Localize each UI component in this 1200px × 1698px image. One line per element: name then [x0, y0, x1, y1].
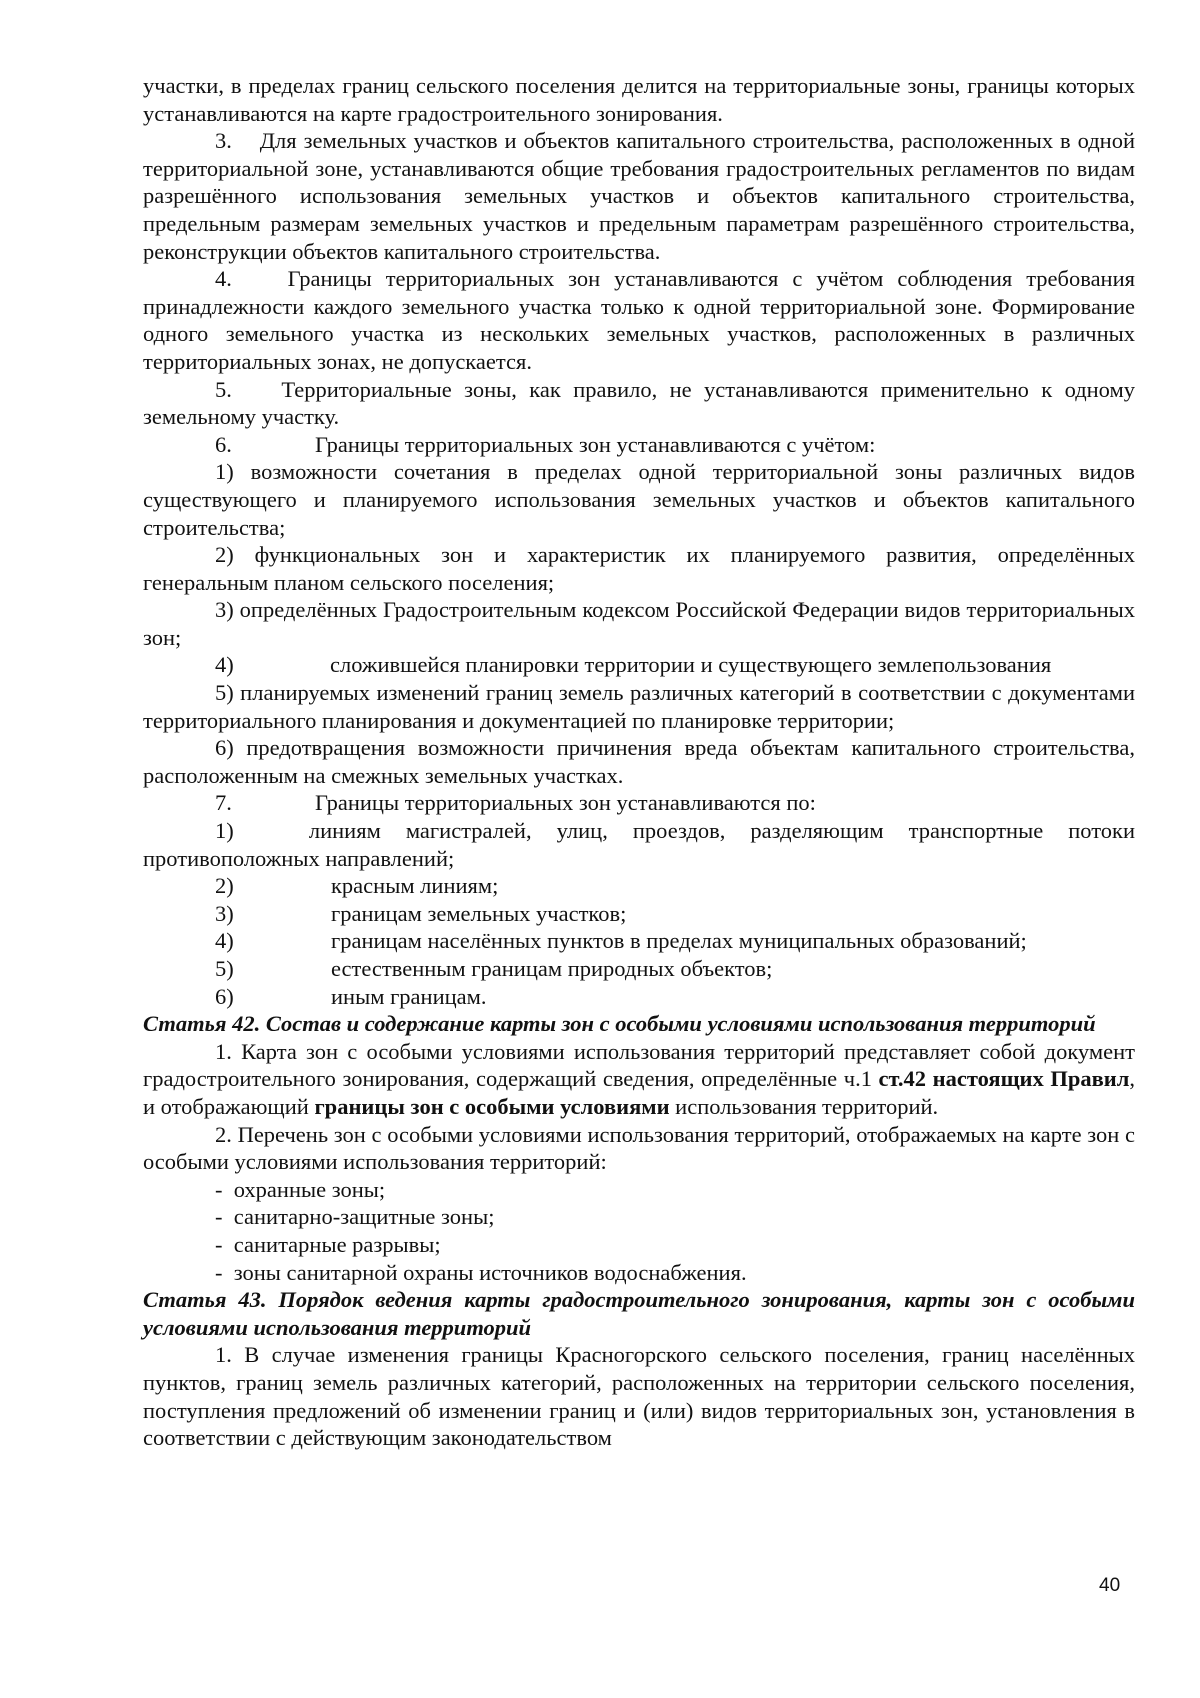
paragraph-4: 4. Границы территориальных зон устанавливаются с учётом соблюдения требования принадлежности каждого земельного участка только к одной территориальной зоне. Формирование одного земельного участка из нескольких земельных участков, расположенных в различных территориальных зонах, не допускается.	[143, 266, 1135, 374]
p7-list-item-2-text: красным линиям;	[331, 873, 499, 899]
article-43-paragraph-1: 1. В случае изменения границы Красногорского сельского поселения, границ населённых пунктов, границ земель различных категорий, расположенных на территории сельского поселения, поступления предложений об изменении границ и (или) видов территориальных зон, установления в соответствии с действующим законодательством	[143, 1342, 1135, 1451]
paragraph-6-text: Границы территориальных зон устанавливаются с учётом:	[315, 431, 876, 457]
paragraph-6	[143, 431, 1135, 459]
paragraph-6-number: 6.	[215, 431, 232, 457]
p7-list-item-6	[143, 983, 1135, 1011]
article-42-p1-bold-reference: ст.42 настоящих Правил	[878, 1066, 1130, 1092]
p7-list-item-6-text: иным границам.	[331, 983, 487, 1009]
paragraph-7	[143, 789, 1135, 817]
p7-list-item-4-number: 4)	[215, 928, 234, 954]
article-42-heading: Статья 42. Состав и содержание карты зон с особыми условиями использования территорий	[143, 1011, 1096, 1037]
paragraph-7-number: 7.	[215, 790, 232, 816]
p7-list-item-3	[143, 900, 1135, 928]
paragraph-intro: участки, в пределах границ сельского поселения делится на территориальные зоны, границы которых устанавливаются на карте градостроительного зонирования.	[143, 73, 1135, 126]
p7-list-item-3-text: границам земельных участков;	[331, 900, 627, 926]
p7-list-item-5	[143, 955, 1135, 983]
p7-list-item-4-text: границам населённых пунктов в пределах муниципальных образований;	[331, 928, 1027, 954]
p7-list-item-5-number: 5)	[215, 956, 234, 981]
p6-list-item-4	[143, 651, 1135, 679]
p7-list-item-6-number: 6)	[215, 983, 234, 1009]
p7-list-item-3-number: 3)	[215, 900, 234, 926]
article-42-p1-bold-zones: границы зон с особыми условиями	[314, 1093, 670, 1119]
document-body	[143, 72, 1135, 1452]
article-42-list-item-2: - санитарно-защитные зоны;	[215, 1204, 495, 1230]
article-42-paragraph-1	[143, 1038, 1135, 1121]
p6-list-item-4-number: 4)	[215, 652, 234, 678]
p7-list-item-2	[143, 872, 1135, 900]
p6-list-item-6: 6) предотвращения возможности причинения вреда объектам капитального строительства, расположенным на смежных земельных участках.	[143, 735, 1135, 788]
p7-list-item-2-number: 2)	[215, 873, 234, 899]
p7-list-item-5-text: естественным границам природных объектов;	[331, 956, 773, 981]
page-number: 40	[1099, 1575, 1121, 1596]
p7-list-item-4	[143, 927, 1135, 955]
p6-list-item-1: 1) возможности сочетания в пределах одной территориальной зоны различных видов существующего и планируемого использования земельных участков и объектов капитального строительства;	[143, 459, 1135, 540]
article-42-list-item-3: - санитарные разрывы;	[215, 1231, 441, 1257]
p6-list-item-5: 5) планируемых изменений границ земель различных категорий в соответствии с документами территориального планирования и документацией по планировке территории;	[143, 680, 1135, 733]
article-42-list-item-4: - зоны санитарной охраны источников водоснабжения.	[215, 1259, 747, 1285]
p6-list-item-4-text: сложившейся планировки территории и существующего землепользования	[330, 652, 1052, 678]
article-42-p1-text-2: , и отображающий	[143, 1066, 1135, 1119]
article-42-p1-text-3: использования территорий.	[669, 1093, 939, 1119]
article-43-heading: Статья 43. Порядок ведения карты градостроительного зонирования, карты зон с особыми условиями использования территорий	[143, 1287, 1135, 1340]
article-42-list-item-1: - охранные зоны;	[215, 1176, 386, 1202]
p6-list-item-2: 2) функциональных зон и характеристик их планируемого развития, определённых генеральным планом сельского поселения;	[143, 542, 1135, 595]
paragraph-7-text: Границы территориальных зон устанавливаются по:	[315, 790, 816, 816]
p7-list-item-1: 1) линиям магистралей, улиц, проездов, разделяющим транспортные потоки противоположных направлений;	[143, 818, 1135, 871]
article-42-paragraph-2: 2. Перечень зон с особыми условиями использования территорий, отображаемых на карте зон с особыми условиями использования территорий:	[143, 1121, 1135, 1175]
article-42-p1-text-1: 1. Карта зон с особыми условиями использования территорий представляет собой документ градостроительного зонирования, содержащий сведения, определённые ч.1	[143, 1038, 1135, 1092]
paragraph-3: 3. Для земельных участков и объектов капитального строительства, расположенных в одной территориальной зоне, устанавливаются общие требования градостроительных регламентов по видам разрешённого использования земельных участков и объектов капитального строительства, предельным размерам земельных участков и предельным параметрам разрешённого строительства, реконструкции объектов капитального строительства.	[143, 128, 1135, 264]
paragraph-5: 5. Территориальные зоны, как правило, не устанавливаются применительно к одному земельному участку.	[143, 376, 1135, 430]
p6-list-item-3: 3) определённых Градостроительным кодексом Российской Федерации видов территориальных зон;	[143, 597, 1135, 650]
